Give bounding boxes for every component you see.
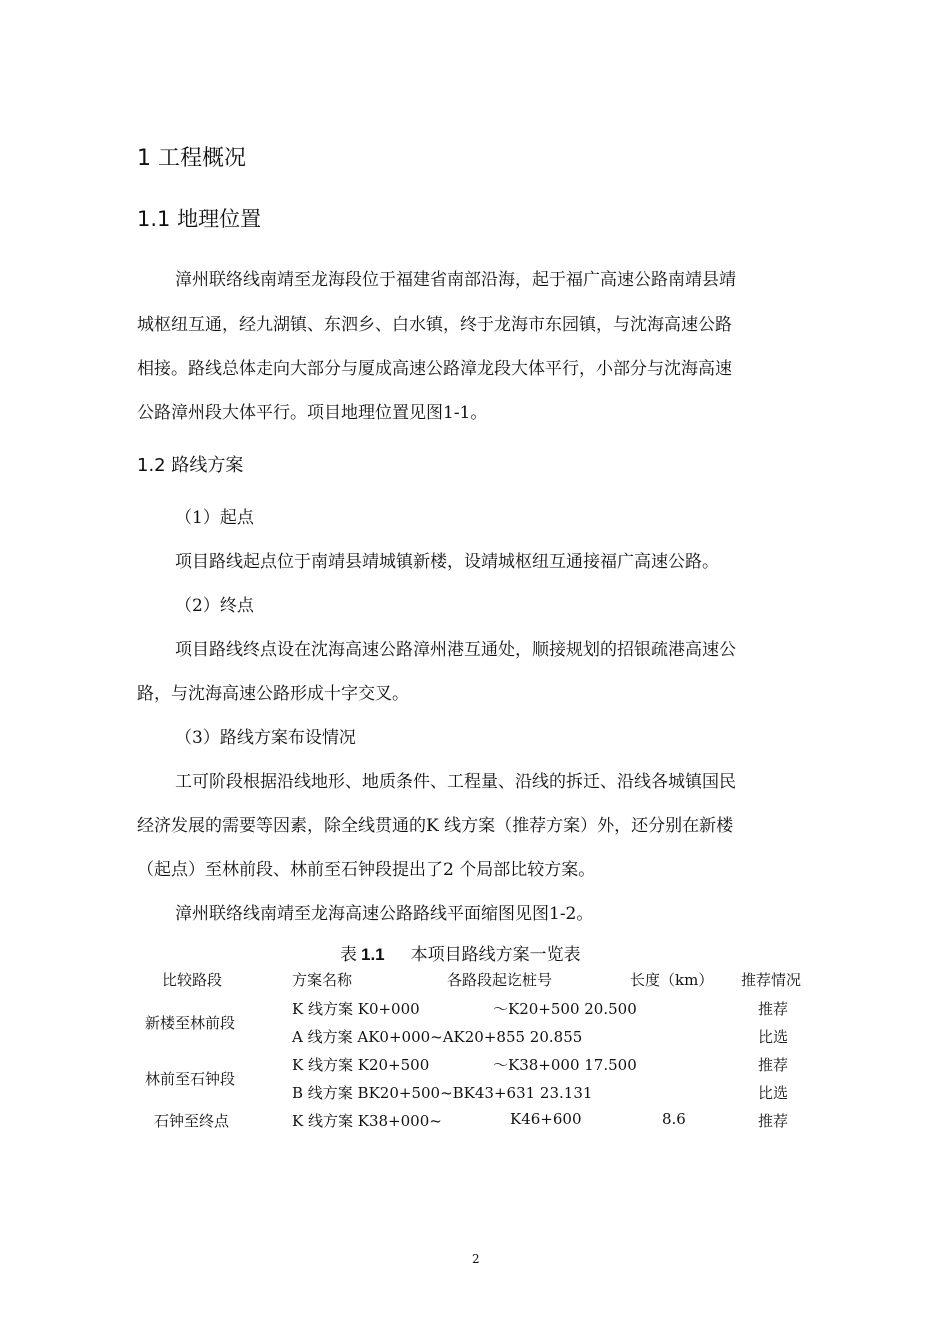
table-header-scheme: 方案名称 [292, 971, 353, 989]
location-paragraph-line-3: 相接。路线总体走向大部分与厦成高速公路漳龙段大体平行，小部分与沈海高速 [137, 359, 732, 379]
table-row-3-scheme: K 线方案 K20+500 [292, 1056, 430, 1074]
table-caption-title: 本项目路线方案一览表 [410, 945, 581, 965]
table-row-5-range: K46+600 [510, 1110, 582, 1128]
table-header-length: 长度（km） [630, 971, 714, 989]
table-row-5-section: 石钟至终点 [154, 1112, 230, 1130]
table-row-1-section: 新楼至林前段 [145, 1014, 236, 1032]
item-layout-text-line-2: 经济发展的需要等因素，除全线贯通的K 线方案（推荐方案）外，还分别在新楼 [137, 816, 734, 836]
table-caption-prefix: 表 [340, 945, 357, 965]
table-caption [340, 940, 581, 965]
table-header-range: 各路段起讫桩号 [447, 971, 553, 989]
page-number: 2 [472, 1252, 480, 1266]
section-heading-route: 1.2 路线方案 [137, 455, 244, 476]
table-header-recommendation: 推荐情况 [741, 971, 802, 989]
item-start-text: 项目路线起点位于南靖县靖城镇新楼，设靖城枢纽互通接福广高速公路。 [175, 552, 719, 572]
table-row-5-rec: 推荐 [758, 1112, 789, 1130]
item-end-text-line-1: 项目路线终点设在沈海高速公路漳州港互通处，顺接规划的招银疏港高速公 [175, 640, 736, 660]
location-paragraph-line-4: 公路漳州段大体平行。项目地理位置见图1-1。 [137, 403, 488, 423]
table-row-1-rec: 推荐 [758, 1000, 789, 1018]
item-layout-title: （3）路线方案布设情况 [175, 728, 356, 748]
table-header-section: 比较路段 [162, 971, 223, 989]
table-row-3-rec: 推荐 [758, 1056, 789, 1074]
section-heading-location: 1.1 地理位置 [137, 207, 262, 231]
location-paragraph-line-2: 城枢纽互通，经九湖镇、东泗乡、白水镇，终于龙海市东园镇，与沈海高速公路 [137, 315, 732, 335]
item-start-title: （1）起点 [175, 508, 254, 528]
table-row-4-scheme: B 线方案 BK20+500~BK43+631 23.131 [292, 1084, 593, 1102]
figure-reference-paragraph: 漳州联络线南靖至龙海高速公路路线平面缩图见图1-2。 [175, 904, 594, 924]
chapter-heading: 1 工程概况 [137, 146, 246, 171]
table-row-1-range: ～K20+500 20.500 [493, 1000, 637, 1018]
table-row-2-rec: 比选 [758, 1028, 789, 1046]
item-end-title: （2）终点 [175, 596, 254, 616]
table-row-2-scheme: A 线方案 AK0+000~AK20+855 20.855 [292, 1028, 583, 1046]
item-layout-text-line-1: 工可阶段根据沿线地形、地质条件、工程量、沿线的拆迁、沿线各城镇国民 [175, 772, 736, 792]
item-end-text-line-2: 路，与沈海高速公路形成十字交叉。 [137, 684, 409, 704]
item-layout-text-line-3: （起点）至林前段、林前至石钟段提出了2 个局部比较方案。 [137, 860, 596, 880]
table-row-1-scheme: K 线方案 K0+000 [292, 1000, 420, 1018]
table-row-4-rec: 比选 [758, 1084, 789, 1102]
location-paragraph-line-1: 漳州联络线南靖至龙海段位于福建省南部沿海，起于福广高速公路南靖县靖 [175, 270, 736, 290]
table-row-3-range: ～K38+000 17.500 [493, 1056, 637, 1074]
table-row-3-section: 林前至石钟段 [145, 1070, 236, 1088]
table-row-5-scheme: K 线方案 K38+000~ [292, 1112, 442, 1130]
table-row-5-length: 8.6 [662, 1110, 686, 1128]
table-caption-number: 1.1 [361, 945, 385, 964]
